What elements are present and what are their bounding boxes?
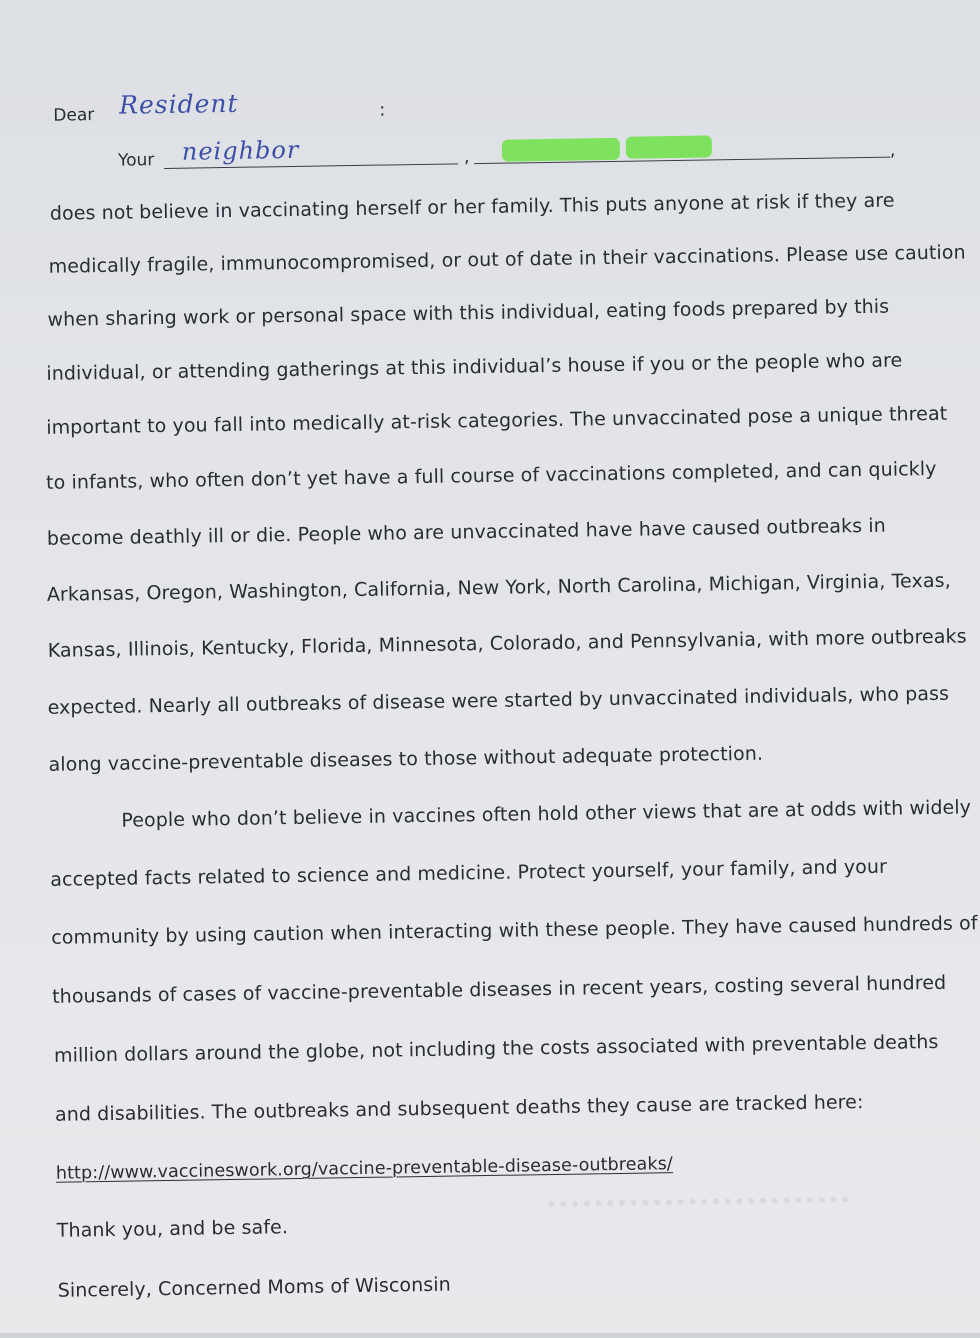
text-line: become deathly ill or die. People who are unvaccinated have have caused outbreaks in bbox=[46, 514, 886, 550]
text-line: important to you fall into medically at-risk categories. The unvaccinated pose a unique threat bbox=[46, 402, 948, 439]
text-line: million dollars around the globe, not including the costs associated with preventable deaths bbox=[53, 1030, 939, 1067]
outbreaks-link-line bbox=[56, 1152, 673, 1186]
redacted-name-block bbox=[626, 135, 712, 158]
name-comma: , bbox=[889, 140, 896, 161]
your-label: Your bbox=[117, 150, 155, 171]
salutation-colon: : bbox=[379, 99, 386, 121]
text-line: community by using caution when interacting with these people. They have caused hundreds of bbox=[51, 912, 978, 949]
text-line: does not believe in vaccinating herself or her family. This puts anyone at risk if they are bbox=[49, 189, 895, 225]
text-line: medically fragile, immunocompromised, or out of date in their vaccinations. Please use caution bbox=[48, 241, 966, 278]
text-line: accepted facts related to science and medicine. Protect yourself, your family, and your bbox=[50, 855, 888, 891]
text-line: People who don’t believe in vaccines often hold other views that are at odds with widely bbox=[121, 796, 972, 832]
text-line: thousands of cases of vaccine-preventable diseases in recent years, costing several hundred bbox=[51, 971, 947, 1008]
outbreaks-link[interactable]: http://www.vaccineswork.org/vaccine-preventable-disease-outbreaks/ bbox=[55, 1154, 674, 1184]
closing-line: Thank you, and be safe. bbox=[56, 1216, 289, 1242]
text-line: Kansas, Illinois, Kentucky, Florida, Minnesota, Colorado, and Pennsylvania, with more outbreaks bbox=[47, 625, 967, 662]
text-line: along vaccine-preventable diseases to those without adequate protection. bbox=[48, 742, 764, 776]
text-line: and disabilities. The outbreaks and subsequent deaths they cause are tracked here: bbox=[54, 1091, 864, 1126]
text-line: Arkansas, Oregon, Washington, California, New York, North Carolina, Michigan, Virginia, Texas, bbox=[46, 569, 951, 606]
signature-line: Sincerely, Concerned Moms of Wisconsin bbox=[57, 1273, 451, 1302]
relation-handwritten: neighbor bbox=[181, 135, 300, 166]
salutation-label: Dear bbox=[53, 105, 95, 126]
show-through-mark bbox=[548, 1196, 848, 1217]
text-line: individual, or attending gatherings at this individual’s house if you or the people who are bbox=[46, 349, 903, 385]
text-line: to infants, who often don’t yet have a full course of vaccinations completed, and can quickly bbox=[45, 457, 937, 494]
recipient-handwritten: Resident bbox=[118, 88, 239, 120]
text-line: expected. Nearly all outbreaks of disease were started by unvaccinated individuals, who pass bbox=[47, 682, 950, 719]
relation-comma: , bbox=[463, 147, 470, 168]
text-line: when sharing work or personal space with this individual, eating foods prepared by this bbox=[47, 295, 890, 331]
redacted-name-block bbox=[502, 138, 620, 162]
